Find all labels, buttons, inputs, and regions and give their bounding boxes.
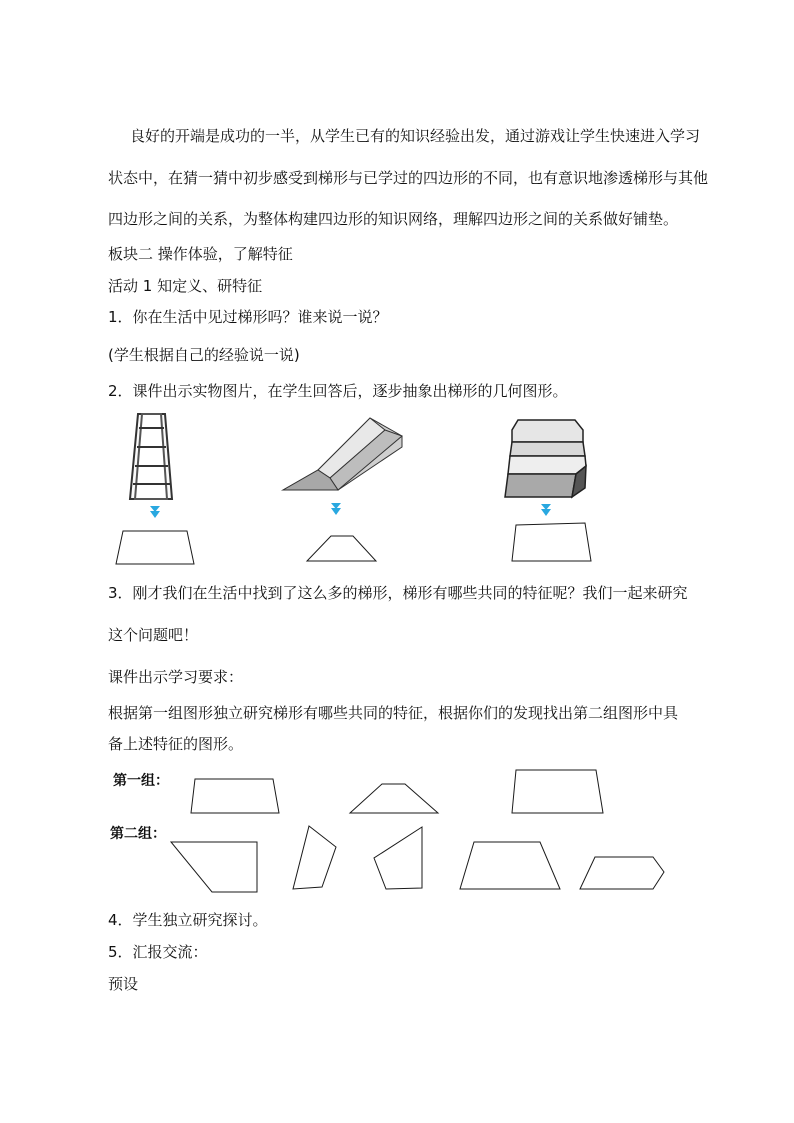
group1-shape-3: [512, 770, 603, 813]
paragraph-line-2: 状态中，在猜一猜中初步感受到梯形与已学过的四边形的不同，也有意识地渗透梯形与其他: [108, 169, 709, 187]
requirement-line-1: 根据第一组图形独立研究梯形有哪些共同的特征，根据你们的发现找出第二组图形中具: [108, 704, 679, 722]
group2-shape-5: [580, 857, 664, 889]
group2-shape-3: [374, 827, 422, 889]
group-2-label: 第二组：: [110, 826, 166, 842]
group2-shape-1: [171, 842, 257, 892]
item-3-line-2: 这个问题吧！: [108, 626, 199, 644]
item-2: 2．课件出示实物图片，在学生回答后，逐步抽象出梯形的几何图形。: [108, 382, 568, 400]
group1-shape-2: [350, 784, 438, 813]
group2-shape-4: [460, 842, 560, 889]
group1-shape-1: [191, 779, 279, 813]
section-heading: 板块二 操作体验，了解特征: [108, 245, 293, 263]
activity-heading: 活动 1 知定义、研特征: [108, 277, 263, 295]
note-1: (学生根据自己的经验说一说): [108, 346, 300, 364]
paragraph-line-1: 良好的开端是成功的一半，从学生已有的知识经验出发，通过游戏让学生快速进入学习: [130, 127, 701, 145]
requirement-line-2: 备上述特征的图形。: [108, 735, 244, 753]
paragraph-line-3: 四边形之间的关系，为整体构建四边形的知识网络，理解四边形之间的关系做好铺垫。: [108, 210, 679, 228]
group-1-label: 第一组：: [113, 773, 169, 789]
item-1: 1．你在生活中见过梯形吗？谁来说一说？: [108, 308, 388, 326]
item-5: 5．汇报交流：: [108, 943, 208, 961]
preset-label: 预设: [108, 975, 139, 993]
item-4: 4．学生独立研究探讨。: [108, 911, 268, 929]
item-3-line-1: 3．刚才我们在生活中找到了这么多的梯形，梯形有哪些共同的特征呢？我们一起来研究: [108, 584, 688, 602]
group2-shape-2: [293, 826, 336, 889]
requirement-title: 课件出示学习要求：: [108, 668, 244, 686]
